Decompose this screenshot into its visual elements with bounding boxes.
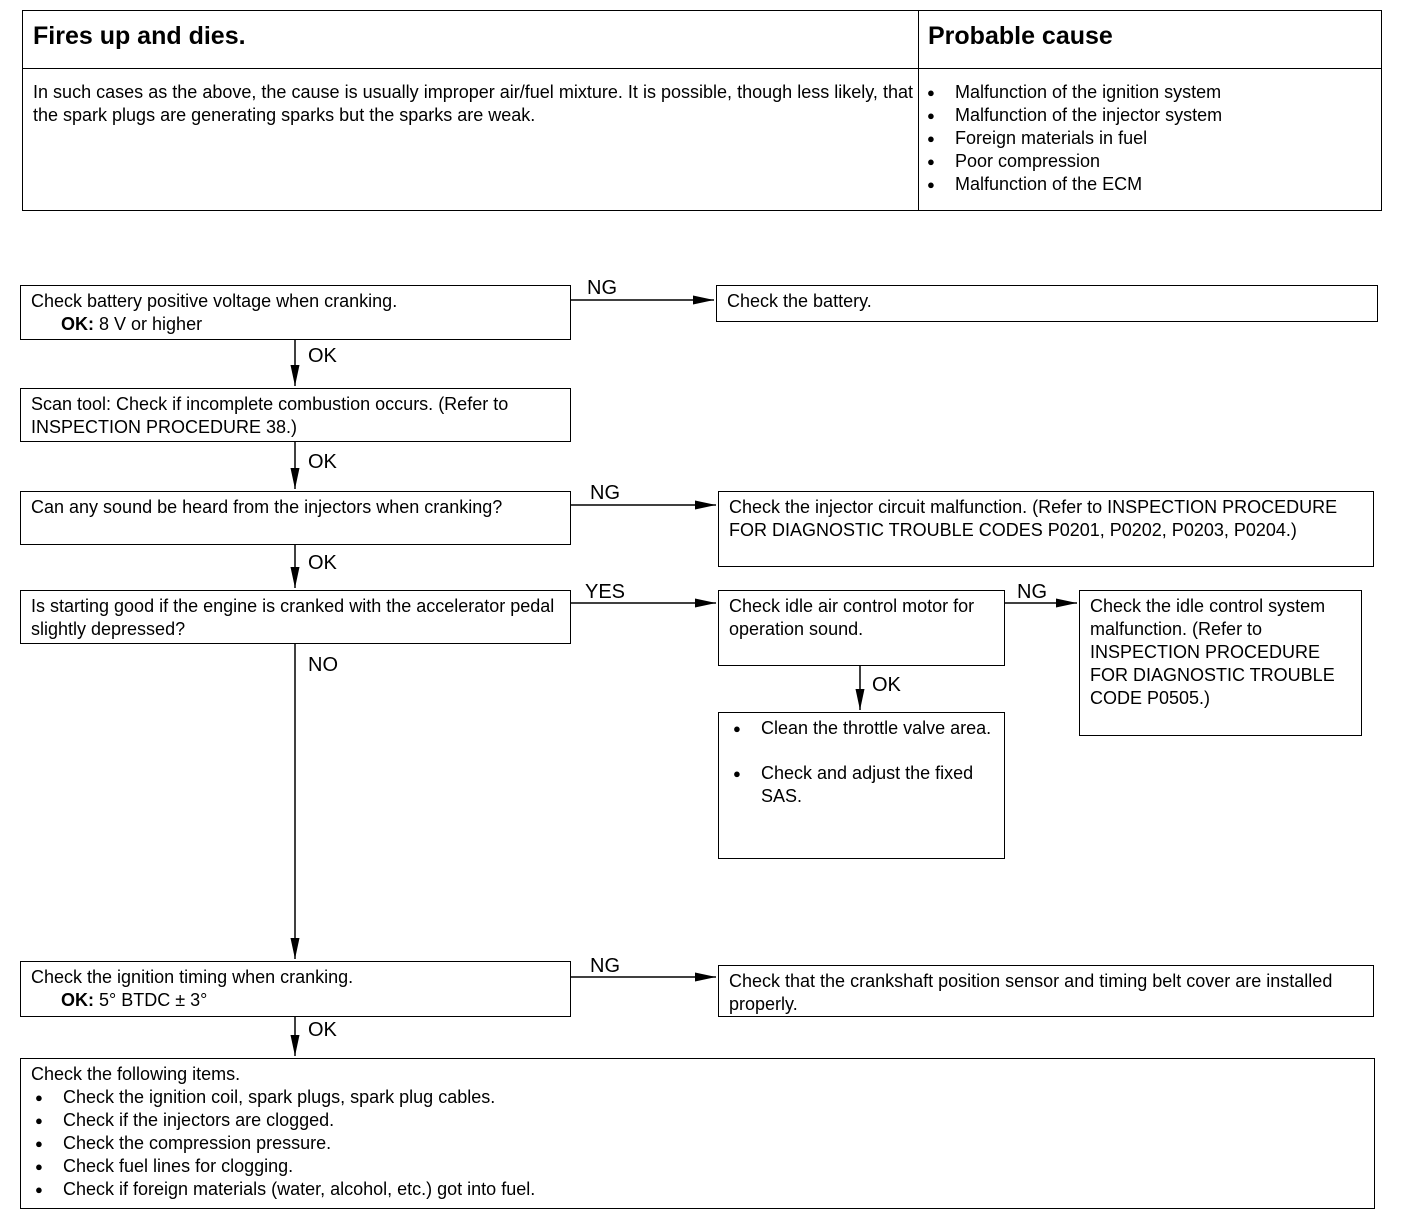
cause-item: ● Malfunction of the injector system <box>923 104 1222 127</box>
final-item: ● Check the ignition coil, spark plugs, spark plug cables. <box>31 1086 1364 1109</box>
ng-label: NG <box>1017 581 1047 603</box>
final-check-box <box>20 1058 1375 1209</box>
header-description: In such cases as the above, the cause is usually improper air/fuel mixture. It is possible, though less likely, that the spark plugs are generating sparks but the sparks are weak. <box>33 82 913 125</box>
cause-item: ● Poor compression <box>923 150 1222 173</box>
header-title: Fires up and dies. <box>33 22 246 50</box>
ok-key: OK: <box>61 990 94 1010</box>
final-title: Check the following items. <box>31 1064 241 1084</box>
ok-value: 8 V or higher <box>99 314 203 334</box>
final-item: ● Check if the injectors are clogged. <box>31 1109 1364 1132</box>
clean-throttle-box <box>718 712 1005 859</box>
cause-item: ● Foreign materials in fuel <box>923 127 1222 150</box>
final-item: ● Check fuel lines for clogging. <box>31 1155 1364 1178</box>
step-text: Check the ignition timing when cranking. <box>31 967 354 987</box>
ok-key: OK: <box>61 314 94 334</box>
ok-criteria <box>31 313 560 336</box>
ok-criteria <box>31 989 560 1012</box>
yes-label: YES <box>585 581 626 603</box>
cause-title: Probable cause <box>928 22 1113 50</box>
ng-label: NG <box>590 482 620 504</box>
step-text: Check battery positive voltage when cranking. <box>31 291 398 311</box>
ng-label: NG <box>590 955 620 977</box>
step-battery-voltage <box>20 285 571 340</box>
step-scan-tool: Scan tool: Check if incomplete combustion occurs. (Refer to INSPECTION PROCEDURE 38.) <box>20 388 571 442</box>
ok-label: OK <box>308 552 337 574</box>
check-battery-box: Check the battery. <box>716 285 1378 322</box>
step-accelerator: Is starting good if the engine is cranked with the accelerator pedal slightly depressed? <box>20 590 571 644</box>
ok-label: OK <box>872 674 901 696</box>
ok-value: 5° BTDC ± 3° <box>99 990 208 1010</box>
no-label: NO <box>308 654 338 676</box>
final-item: ● Check the compression pressure. <box>31 1132 1364 1155</box>
action-item: ● Clean the throttle valve area. <box>729 717 994 740</box>
cause-item: ● Malfunction of the ignition system <box>923 81 1222 104</box>
ng-label: NG <box>587 277 617 299</box>
ok-label: OK <box>308 1019 337 1041</box>
step-injector-sound: Can any sound be heard from the injectors when cranking? <box>20 491 571 545</box>
cause-item: ● Malfunction of the ECM <box>923 173 1222 196</box>
ok-label: OK <box>308 345 337 367</box>
idle-system-box: Check the idle control system malfunction. (Refer to INSPECTION PROCEDURE FOR DIAGNOSTIC TROUBLE CODE P0505.) <box>1079 590 1362 736</box>
ok-label: OK <box>308 451 337 473</box>
final-item: ● Check if foreign materials (water, alcohol, etc.) got into fuel. <box>31 1178 1364 1201</box>
step-ignition-timing <box>20 961 571 1017</box>
action-item: ● Check and adjust the fixed SAS. <box>729 762 994 808</box>
idle-motor-box: Check idle air control motor for operation sound. <box>718 590 1005 666</box>
injector-circuit-box: Check the injector circuit malfunction. (Refer to INSPECTION PROCEDURE FOR DIAGNOSTIC TROUBLE CODES P0201, P0202, P0203, P0204.) <box>718 491 1374 567</box>
crankshaft-box: Check that the crankshaft position sensor and timing belt cover are installed properly. <box>718 965 1374 1017</box>
